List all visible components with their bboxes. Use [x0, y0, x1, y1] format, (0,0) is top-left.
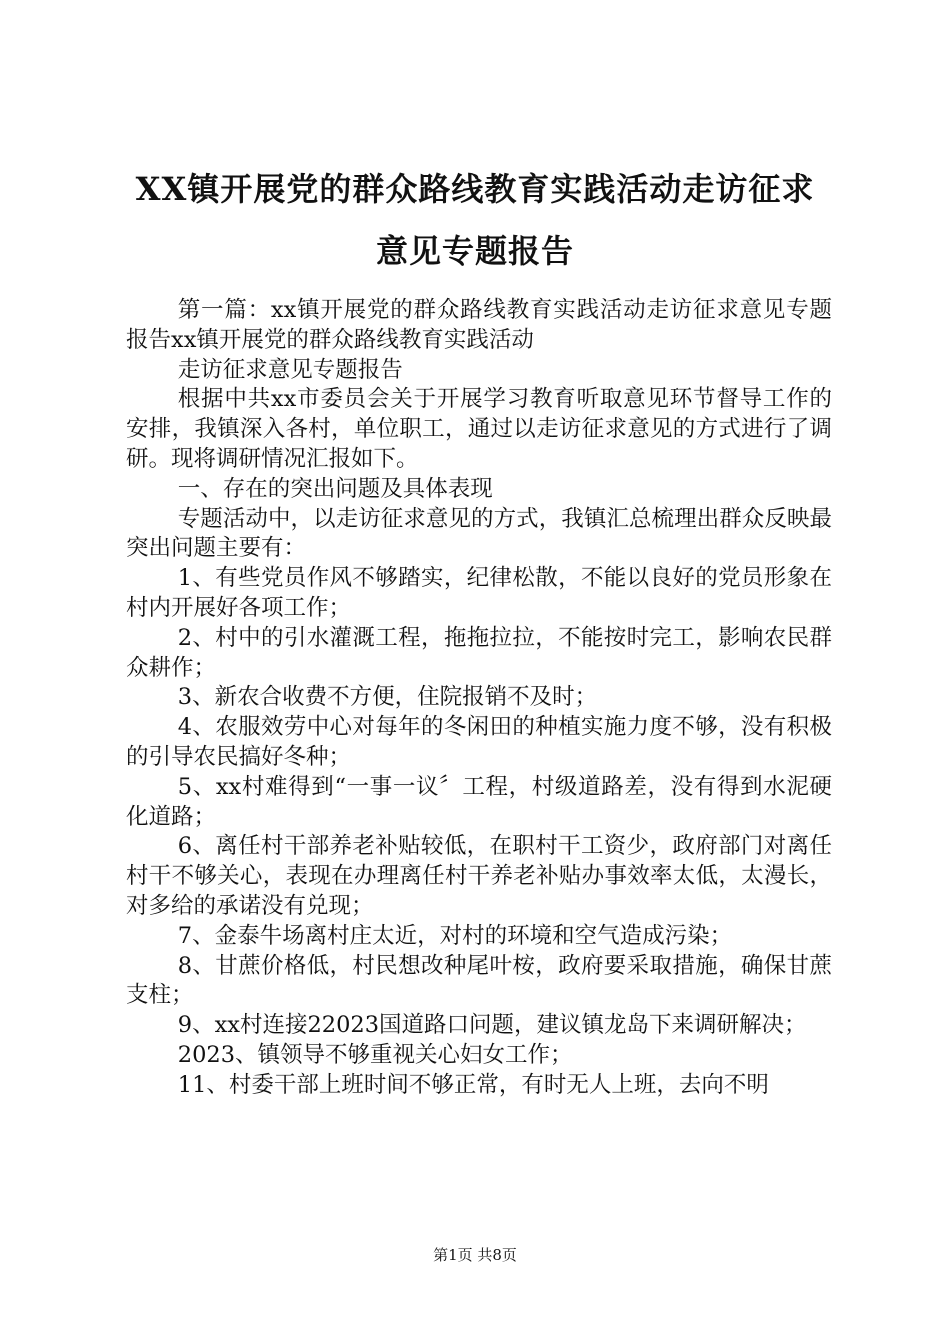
document-body: [126, 296, 832, 1101]
paragraph: 第一篇：xx镇开展党的群众路线教育实践活动走访征求意见专题报告xx镇开展党的群众路线教育实践活动: [126, 297, 832, 353]
list-item: 7、金泰牛场离村庄太近，对村的环境和空气造成污染；: [177, 922, 733, 949]
list-item: 9、xx村连接22023国道路口问题，建议镇龙岛下来调研解决；: [177, 1012, 807, 1039]
list-item: 11、村委干部上班时间不够正常，有时无人上班，去向不明: [177, 1071, 769, 1098]
list-item: 8、甘蔗价格低，村民想改种尾叶桉，政府要采取措施，确保甘蔗支柱；: [126, 952, 832, 1009]
page-number-footer: 第1页 共8页: [433, 1246, 517, 1264]
list-item: 2023、镇领导不够重视关心妇女工作；: [177, 1041, 573, 1068]
list-item: 4、农服效劳中心对每年的冬闲田的种植实施力度不够，没有积极的引导农民搞好冬种；: [126, 714, 832, 770]
list-item: 3、新农合收费不方便，住院报销不及时；: [177, 684, 598, 711]
list-item: 5、xx村难得到“一事一议〞工程，村级道路差，没有得到水泥硬化道路；: [126, 773, 832, 830]
list-item: 1、有些党员作风不够踏实，纪律松散，不能以良好的党员形象在村内开展好各项工作；: [126, 565, 832, 621]
document-title: XX镇开展党的群众路线教育实践活动走访征求意见专题报告: [135, 170, 815, 270]
paragraph: 专题活动中，以走访征求意见的方式，我镇汇总梳理出群众反映最突出问题主要有：: [126, 505, 832, 562]
section-heading: 一、存在的突出问题及具体表现: [177, 475, 493, 502]
list-item: 2、村中的引水灌溉工程，拖拖拉拉，不能按时完工，影响农民群众耕作；: [126, 624, 832, 681]
paragraph: 根据中共xx市委员会关于开展学习教育听取意见环节督导工作的安排，我镇深入各村，单位职工，通过以走访征求意见的方式进行了调研。现将调研情况汇报如下。: [126, 386, 832, 472]
paragraph: 走访征求意见专题报告: [177, 356, 403, 383]
list-item: 6、离任村干部养老补贴较低，在职村干工资少，政府部门对离任村干不够关心，表现在办理离任村干养老补贴办事效率太低，太漫长，对多给的承诺没有兑现；: [126, 833, 832, 919]
